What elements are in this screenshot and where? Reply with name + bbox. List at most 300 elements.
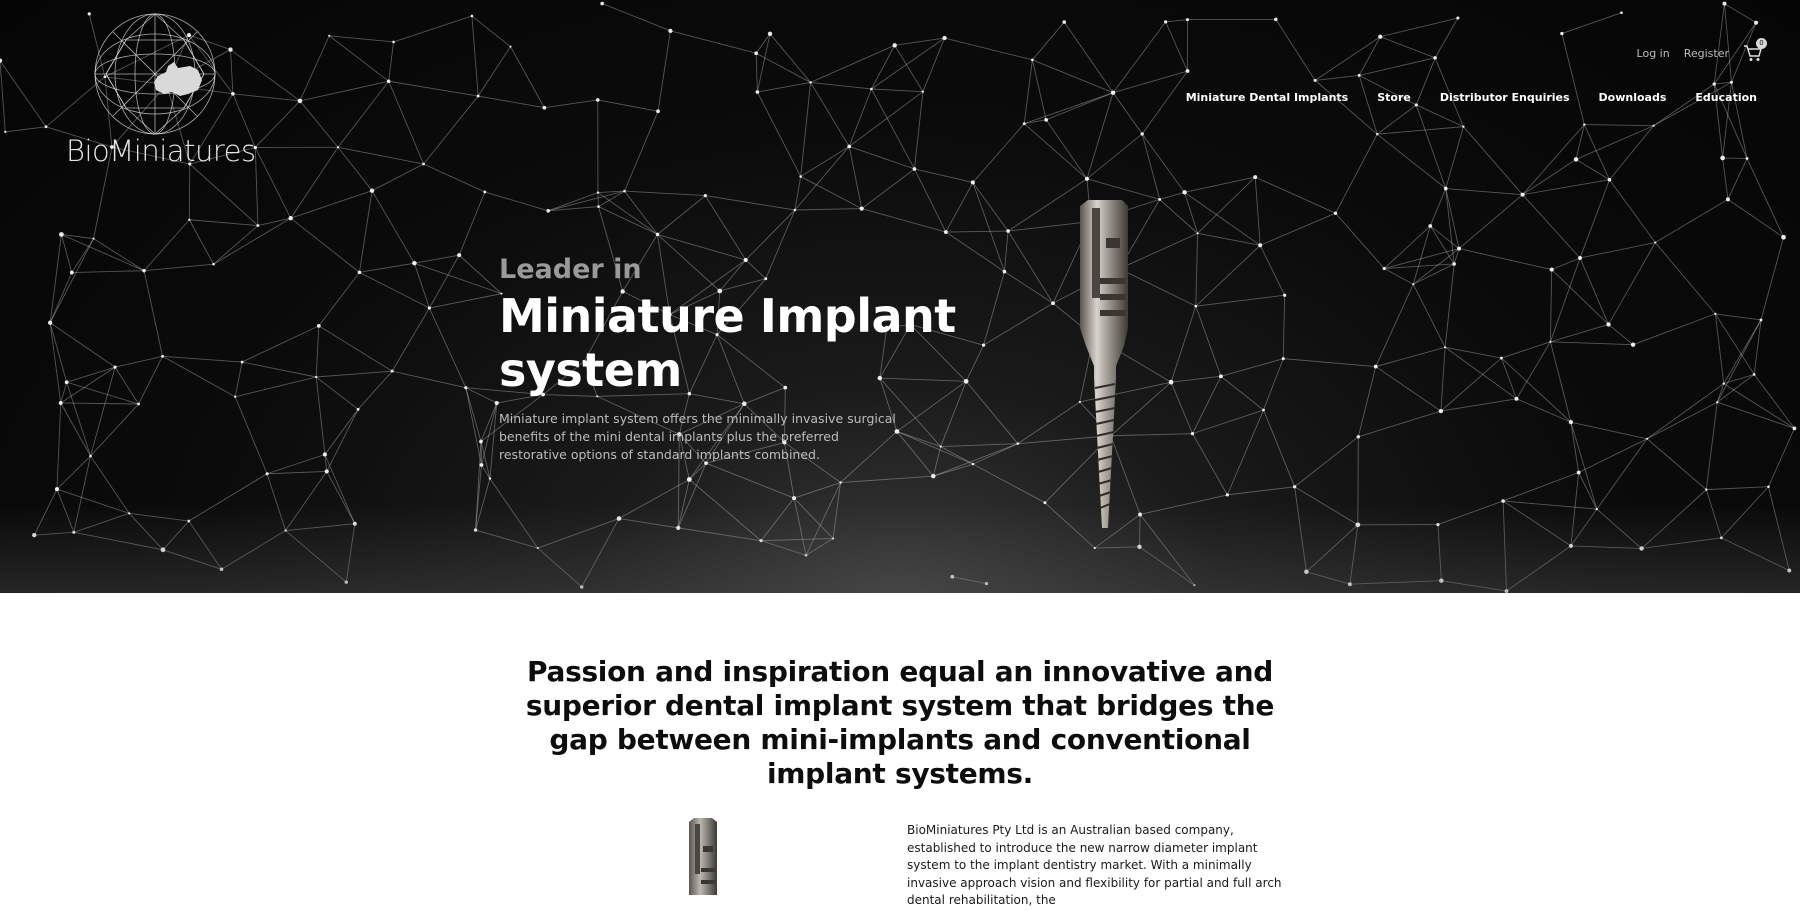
- network-line: [1584, 125, 1609, 180]
- network-line: [1032, 60, 1046, 120]
- network-line: [1416, 105, 1445, 189]
- network-line: [1113, 22, 1166, 93]
- network-line: [1717, 320, 1761, 402]
- network-line: [757, 92, 800, 177]
- network-line: [325, 409, 358, 454]
- network-line: [1024, 60, 1032, 124]
- network-node: [1051, 301, 1055, 305]
- network-node: [1606, 322, 1610, 326]
- network-node: [234, 396, 236, 398]
- network-line: [267, 471, 327, 473]
- network-line: [1580, 243, 1655, 258]
- network-line: [756, 53, 757, 92]
- network-node: [600, 2, 604, 6]
- network-line: [1142, 134, 1184, 192]
- network-line: [811, 82, 872, 89]
- network-node: [972, 463, 974, 465]
- network-line: [300, 36, 329, 101]
- network-node: [471, 15, 474, 18]
- network-line: [1377, 127, 1463, 135]
- network-line: [966, 345, 983, 381]
- network-line: [973, 124, 1024, 183]
- network-line: [914, 169, 945, 232]
- network-node: [1374, 365, 1378, 369]
- register-link[interactable]: Register: [1684, 47, 1729, 60]
- network-line: [598, 193, 658, 235]
- network-line: [895, 38, 945, 45]
- network-node: [1044, 118, 1048, 122]
- network-line: [1024, 93, 1113, 124]
- network-node: [1500, 357, 1503, 360]
- network-line: [1571, 422, 1647, 439]
- network-line: [1283, 359, 1376, 367]
- network-node: [1111, 90, 1115, 94]
- cart-count-badge: 0: [1756, 38, 1767, 49]
- network-node: [1716, 401, 1718, 403]
- network-line: [1550, 258, 1580, 342]
- network-node: [48, 321, 52, 325]
- network-node: [1293, 485, 1296, 488]
- network-line: [1747, 158, 1784, 237]
- network-node: [1714, 313, 1716, 315]
- network-line: [1384, 269, 1413, 285]
- network-line: [1413, 284, 1445, 347]
- network-line: [1295, 437, 1359, 487]
- network-line: [801, 82, 811, 176]
- network-line: [757, 82, 810, 92]
- network-line: [1445, 347, 1501, 358]
- network-line: [1523, 195, 1580, 258]
- network-node: [1456, 16, 1459, 19]
- network-line: [1024, 124, 1087, 179]
- network-line: [478, 96, 544, 108]
- network-line: [966, 381, 1018, 443]
- network-line: [801, 146, 850, 176]
- network-node: [597, 205, 600, 208]
- network-line: [1501, 342, 1550, 358]
- network-node: [1631, 343, 1635, 347]
- network-line: [811, 45, 895, 82]
- network-line: [670, 31, 756, 53]
- network-node: [1186, 69, 1190, 73]
- login-link[interactable]: Log in: [1637, 47, 1670, 60]
- network-node: [1720, 156, 1725, 161]
- network-node: [1253, 175, 1257, 179]
- network-node: [391, 370, 394, 373]
- network-line: [1255, 177, 1260, 245]
- network-line: [1517, 399, 1571, 422]
- network-node: [161, 355, 164, 358]
- network-line: [1359, 37, 1380, 76]
- network-node: [913, 167, 917, 171]
- network-node: [1194, 305, 1197, 308]
- network-line: [544, 100, 597, 108]
- network-line: [389, 81, 478, 96]
- mission-statement: Passion and inspiration equal an innovative and superior dental implant system that bridges the gap between mini-implants and conventional implant systems.: [500, 655, 1300, 791]
- network-line: [57, 456, 91, 489]
- network-node: [768, 32, 772, 36]
- network-line: [1768, 428, 1794, 486]
- network-line: [258, 218, 291, 225]
- network-node: [1439, 409, 1443, 413]
- network-line: [1359, 75, 1377, 134]
- network-line: [1597, 439, 1647, 509]
- network-line: [242, 326, 319, 362]
- network-node: [483, 191, 486, 194]
- network-node: [687, 477, 692, 482]
- network-line: [1728, 158, 1747, 199]
- network-line: [1501, 358, 1516, 399]
- network-line: [394, 16, 472, 42]
- network-line: [490, 403, 497, 478]
- nav-item-education[interactable]: Education: [1695, 91, 1757, 104]
- implant-thumbnail: [683, 818, 723, 895]
- cart-button[interactable]: [1743, 44, 1763, 62]
- network-node: [1164, 20, 1167, 23]
- network-line: [1754, 374, 1794, 428]
- network-line: [1435, 18, 1458, 58]
- network-node: [1062, 20, 1066, 24]
- network-node: [59, 401, 63, 405]
- network-line: [705, 196, 795, 210]
- network-node: [241, 361, 244, 364]
- network-line: [658, 31, 670, 111]
- network-line: [338, 147, 424, 164]
- network-line: [933, 444, 1018, 476]
- network-node: [1412, 283, 1414, 285]
- network-node: [93, 238, 95, 240]
- network-line: [115, 367, 139, 404]
- network-line: [144, 264, 214, 271]
- hero-description: Miniature implant system offers the minimally invasive surgical benefits of the mini dental implants plus the preferred restorative options of standard implants combined.: [499, 410, 899, 464]
- network-node: [412, 261, 417, 266]
- network-line: [871, 45, 894, 89]
- network-line: [1562, 34, 1584, 125]
- network-line: [414, 255, 459, 263]
- network-line: [0, 61, 46, 127]
- network-node: [870, 88, 873, 91]
- network-line: [61, 403, 139, 404]
- network-node: [1017, 442, 1020, 445]
- network-node: [428, 306, 431, 309]
- network-node: [0, 59, 2, 63]
- network-line: [389, 42, 394, 81]
- network-line: [1358, 367, 1375, 437]
- network-line: [1552, 270, 1609, 325]
- network-line: [1550, 270, 1551, 342]
- network-node: [266, 472, 269, 475]
- network-line: [598, 193, 599, 207]
- network-node: [1754, 21, 1758, 25]
- network-line: [1087, 134, 1142, 179]
- network-node: [1444, 346, 1446, 348]
- network-line: [689, 463, 706, 479]
- network-line: [658, 196, 706, 235]
- network-node: [543, 106, 547, 110]
- network-line: [1004, 272, 1053, 304]
- nav-item-store[interactable]: Store: [1377, 91, 1411, 104]
- network-node: [479, 440, 483, 444]
- network-line: [1550, 342, 1633, 345]
- network-node: [55, 487, 59, 491]
- network-line: [1413, 264, 1454, 284]
- network-line: [392, 308, 429, 371]
- network-node: [1158, 198, 1161, 201]
- network-line: [67, 382, 139, 404]
- hero-floor-glow: [0, 503, 1800, 593]
- network-line: [897, 431, 973, 464]
- network-line: [1609, 180, 1655, 243]
- network-line: [1562, 13, 1622, 34]
- network-node: [45, 125, 48, 128]
- network-node: [944, 230, 948, 234]
- network-line: [50, 239, 93, 323]
- network-line: [766, 210, 795, 279]
- network-line: [1196, 245, 1260, 306]
- network-node: [754, 51, 758, 55]
- network-line: [599, 207, 658, 235]
- network-line: [895, 45, 923, 91]
- network-line: [329, 36, 393, 42]
- network-node: [1006, 229, 1010, 233]
- network-line: [599, 191, 625, 207]
- network-node: [809, 81, 811, 83]
- network-node: [940, 445, 942, 447]
- network-line: [359, 263, 414, 272]
- network-line: [358, 371, 392, 409]
- network-node: [1262, 409, 1265, 412]
- network-line: [1576, 126, 1654, 160]
- network-line: [1264, 410, 1295, 487]
- network-line: [372, 164, 424, 191]
- about-paragraph: BioMiniatures Pty Ltd is an Australian based company, established to introduce the new narrow diameter implant system to the implant dentistry market. With a minimally invasive approach vision and flexibility for partial and full arch dental rehabilitation, the: [907, 822, 1302, 910]
- network-node: [744, 258, 748, 262]
- network-line: [795, 177, 801, 210]
- network-line: [235, 377, 316, 397]
- network-node: [1705, 488, 1707, 490]
- network-node: [1620, 11, 1623, 14]
- network-line: [795, 209, 862, 210]
- network-line: [1724, 384, 1795, 429]
- network-line: [316, 377, 358, 409]
- network-line: [1171, 376, 1221, 382]
- network-node: [794, 209, 797, 212]
- network-line: [144, 271, 163, 357]
- network-node: [1550, 267, 1554, 271]
- network-line: [1706, 487, 1768, 490]
- network-node: [59, 232, 64, 237]
- network-line: [61, 234, 144, 270]
- network-node: [847, 145, 851, 149]
- network-node: [212, 263, 215, 266]
- network-line: [1647, 384, 1724, 439]
- network-line: [242, 362, 316, 377]
- network-line: [235, 397, 267, 474]
- network-line: [485, 192, 548, 211]
- network-node: [387, 79, 391, 83]
- network-line: [1580, 258, 1608, 324]
- network-line: [472, 16, 511, 47]
- network-node: [357, 408, 360, 411]
- network-node: [509, 46, 511, 48]
- network-line: [1633, 314, 1715, 345]
- network-line: [459, 192, 485, 255]
- network-line: [61, 234, 71, 272]
- network-node: [982, 343, 985, 346]
- network-line: [933, 464, 973, 476]
- network-line: [1416, 105, 1463, 127]
- network-line: [414, 263, 501, 293]
- network-line: [794, 483, 841, 499]
- network-line: [1358, 411, 1441, 437]
- network-node: [142, 269, 146, 273]
- network-node: [1186, 18, 1189, 21]
- network-line: [67, 367, 115, 382]
- network-line: [72, 271, 144, 273]
- network-line: [1198, 233, 1261, 245]
- network-node: [1746, 157, 1749, 160]
- network-line: [189, 220, 258, 226]
- network-line: [946, 231, 1008, 232]
- network-node: [328, 35, 330, 37]
- network-node: [1457, 247, 1461, 251]
- network-line: [1571, 422, 1579, 472]
- network-node: [489, 477, 491, 479]
- network-line: [1655, 243, 1715, 314]
- network-line: [1283, 295, 1284, 358]
- network-line: [1445, 264, 1454, 347]
- network-line: [1380, 37, 1435, 58]
- network-node: [1358, 74, 1361, 77]
- network-node: [1274, 18, 1278, 22]
- network-node: [337, 146, 339, 148]
- logo-wordmark[interactable]: BioMiniatures: [66, 134, 256, 168]
- network-line: [0, 61, 5, 132]
- nav-item-distributor-enquiries[interactable]: Distributor Enquiries: [1440, 91, 1570, 104]
- network-node: [1169, 380, 1174, 385]
- network-line: [1260, 245, 1284, 295]
- network-node: [480, 463, 484, 467]
- network-line: [139, 356, 163, 404]
- network-line: [1004, 231, 1008, 272]
- network-line: [1609, 126, 1653, 180]
- nav-item-downloads[interactable]: Downloads: [1599, 91, 1667, 104]
- network-line: [319, 326, 392, 371]
- network-node: [1197, 232, 1199, 234]
- network-line: [466, 388, 482, 465]
- network-line: [862, 169, 915, 209]
- network-line: [1336, 134, 1378, 213]
- network-line: [429, 308, 465, 388]
- network-line: [300, 101, 338, 147]
- network-line: [291, 218, 360, 272]
- network-node: [668, 29, 672, 33]
- network-line: [372, 191, 414, 263]
- network-node: [942, 36, 946, 40]
- network-line: [1359, 58, 1435, 76]
- network-line: [255, 147, 258, 225]
- network-node: [1583, 123, 1585, 125]
- network-node: [392, 41, 395, 44]
- network-node: [623, 190, 626, 193]
- network-line: [429, 294, 501, 308]
- network-line: [1315, 80, 1377, 134]
- network-line: [255, 101, 300, 148]
- network-line: [1459, 249, 1552, 270]
- network-line: [291, 191, 372, 219]
- network-line: [267, 454, 325, 473]
- nav-item-miniature-dental-implants[interactable]: Miniature Dental Implants: [1186, 91, 1349, 104]
- network-line: [459, 255, 501, 293]
- network-line: [1380, 18, 1458, 37]
- network-node: [1653, 125, 1655, 127]
- network-line: [1008, 231, 1053, 303]
- network-line: [946, 232, 1005, 272]
- network-line: [1413, 226, 1430, 284]
- network-line: [945, 38, 1033, 60]
- network-line: [94, 239, 144, 271]
- network-node: [1023, 122, 1026, 125]
- network-line: [255, 147, 290, 218]
- network-line: [871, 89, 922, 92]
- network-line: [756, 53, 810, 82]
- network-line: [1171, 306, 1196, 382]
- main-navigation: [1186, 91, 1757, 104]
- network-line: [706, 463, 794, 498]
- account-links: [1637, 44, 1763, 62]
- network-line: [849, 146, 861, 208]
- network-line: [5, 127, 46, 132]
- network-line: [1142, 71, 1187, 134]
- network-node: [113, 366, 116, 369]
- network-line: [389, 81, 424, 164]
- network-node: [1462, 125, 1464, 127]
- hero-title: Miniature Implant system: [499, 289, 959, 397]
- network-node: [1767, 485, 1770, 488]
- network-line: [871, 38, 944, 89]
- network-line: [973, 464, 1045, 503]
- network-node: [1226, 493, 1229, 496]
- network-line: [424, 164, 485, 192]
- network-node: [1191, 432, 1194, 435]
- network-node: [4, 131, 6, 133]
- network-node: [65, 380, 69, 384]
- network-line: [1087, 93, 1113, 179]
- network-node: [1569, 420, 1573, 424]
- network-node: [922, 91, 924, 93]
- network-node: [1258, 243, 1262, 247]
- network-line: [598, 100, 658, 111]
- network-line: [1761, 237, 1784, 320]
- network-line: [862, 209, 946, 232]
- network-line: [1459, 195, 1523, 249]
- network-node: [596, 98, 600, 102]
- network-node: [1760, 318, 1763, 321]
- network-line: [871, 89, 914, 169]
- network-node: [1433, 56, 1436, 59]
- network-node: [457, 253, 461, 257]
- network-node: [315, 376, 317, 378]
- network-line: [1185, 177, 1256, 192]
- network-node: [1428, 224, 1432, 228]
- network-line: [429, 255, 459, 308]
- network-node: [188, 219, 190, 221]
- network-node: [799, 175, 802, 178]
- network-line: [1377, 105, 1416, 134]
- network-line: [658, 234, 720, 291]
- network-node: [1182, 190, 1186, 194]
- network-node: [656, 233, 660, 237]
